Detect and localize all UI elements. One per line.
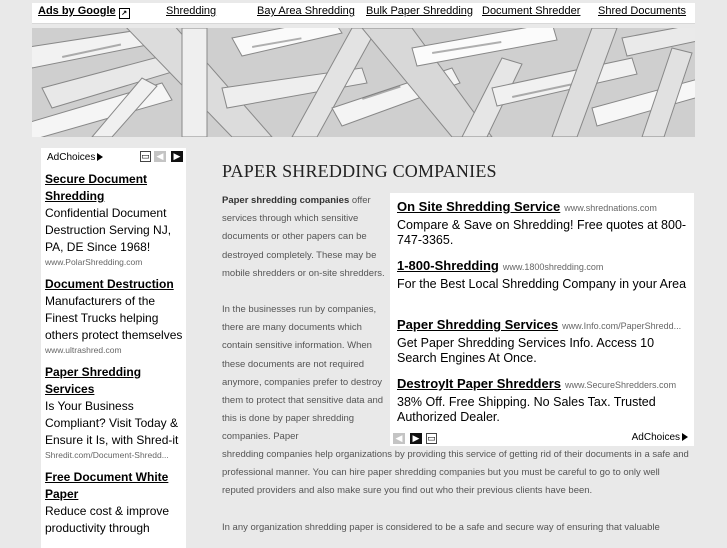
ad-title[interactable]: Paper Shredding Services [45,365,142,396]
ad-link-bay-area-shredding[interactable]: Bay Area Shredding [257,5,355,17]
ad-url[interactable]: Shredit.com/Document-Shredd... [45,450,169,460]
ad-url[interactable]: www.PolarShredding.com [45,257,143,267]
ad-title[interactable]: Free Document White Paper [45,470,169,501]
ad-link-shredding[interactable]: Shredding [166,5,217,17]
prev-ad-button[interactable]: ◀ [393,433,405,444]
ad-title[interactable]: On Site Shredding Service [397,199,561,214]
adchoices-icon[interactable] [97,153,103,161]
page-title: PAPER SHREDDING COMPANIES [222,161,497,181]
ad-url[interactable]: www.shrednations.com [564,203,657,213]
ads-by-google-label[interactable]: Ads by Google ↗ [38,5,130,18]
ad-url[interactable]: www.Info.com/PaperShredd... [562,321,682,331]
right-ad-unit [390,193,694,446]
article-paragraph: In the businesses run by companies, there are many documents which contain sensitive information. When these documents are not required anymore, companies prefer to destroy them to protect that sensitive data and this is done by paper shredding companies. Paper [222,304,384,443]
ad-title[interactable]: Paper Shredding Services [397,317,559,332]
prev-ad-button[interactable]: ◀ [154,151,166,162]
right-ad-item[interactable] [397,257,692,292]
adchoices-label[interactable]: AdChoices [47,152,103,163]
adchoices-icon[interactable] [682,433,688,441]
left-ad-list [45,171,185,545]
ad-description: Manufacturers of the Finest Trucks helping others protect themselves [45,294,183,342]
left-ad-item[interactable] [45,171,185,268]
right-ad-item[interactable] [397,375,692,425]
external-link-icon[interactable]: ↗ [119,8,130,19]
ad-description: Confidential Document Destruction Serving NJ, PA, DE Since 1968! [45,206,172,254]
article-paragraph: shredding companies help organizations by providing this service of getting rid of their documents in a safe and professional manner. You can hire paper shredding companies but you must be careful to go to only well reputed providers and also make sure you find out who their previous clients have been. [222,449,689,497]
right-ad-item[interactable] [397,198,692,248]
article-paragraph: Paper shredding companies offer services through which sensitive documents or other papers can be destroyed completely. These may be mobile shredders or on-site shredders. [222,195,385,279]
adchoices-label[interactable]: AdChoices [632,432,688,443]
ad-description: Get Paper Shredding Services Info. Access 10 Search Engines At Once. [397,336,655,365]
article-body [222,192,387,465]
ad-description: For the Best Local Shredding Company in your Area [397,277,687,291]
left-ad-item[interactable] [45,364,185,461]
article-body-continued [222,446,692,537]
header-banner-image [32,28,695,137]
ad-title[interactable]: Document Destruction [45,277,174,291]
window-icon[interactable]: ▭ [141,151,150,161]
ad-url[interactable]: www.1800shredding.com [502,262,604,272]
ad-link-bulk-paper-shredding[interactable]: Bulk Paper Shredding [366,5,474,17]
ad-description: 38% Off. Free Shipping. No Sales Tax. Trusted Authorized Dealer. [397,395,656,424]
left-ad-unit [41,148,186,548]
article-paragraph: In any organization shredding paper is considered to be a safe and secure way of ensuring that valuable [222,521,660,533]
ad-title[interactable]: DestroyIt Paper Shredders [397,376,562,391]
article-bold-lead: Paper shredding companies [222,195,350,206]
ad-link-shred-documents[interactable]: Shred Documents [598,5,687,17]
next-ad-button[interactable]: ▶ [410,433,422,444]
window-icon[interactable]: ▭ [427,433,436,443]
ad-description: Compare & Save on Shredding! Free quotes at 800-747-3365. [397,218,687,247]
left-ad-item[interactable] [45,469,185,537]
left-ad-item[interactable] [45,276,185,356]
ad-title[interactable]: 1-800-Shredding [397,258,499,273]
ad-description: Reduce cost & improve productivity through [45,504,170,535]
ad-url[interactable]: www.SecureShredders.com [565,380,677,390]
ad-title[interactable]: Secure Document Shredding [45,172,148,203]
ad-link-document-shredder[interactable]: Document Shredder [482,5,581,17]
ad-description: Is Your Business Compliant? Visit Today & Ensure it Is, with Shred-it [45,399,179,447]
ad-link-bar [32,3,695,24]
ad-url[interactable]: www.ultrashred.com [45,345,122,355]
next-ad-button[interactable]: ▶ [171,151,183,162]
right-ad-item[interactable] [397,316,692,366]
